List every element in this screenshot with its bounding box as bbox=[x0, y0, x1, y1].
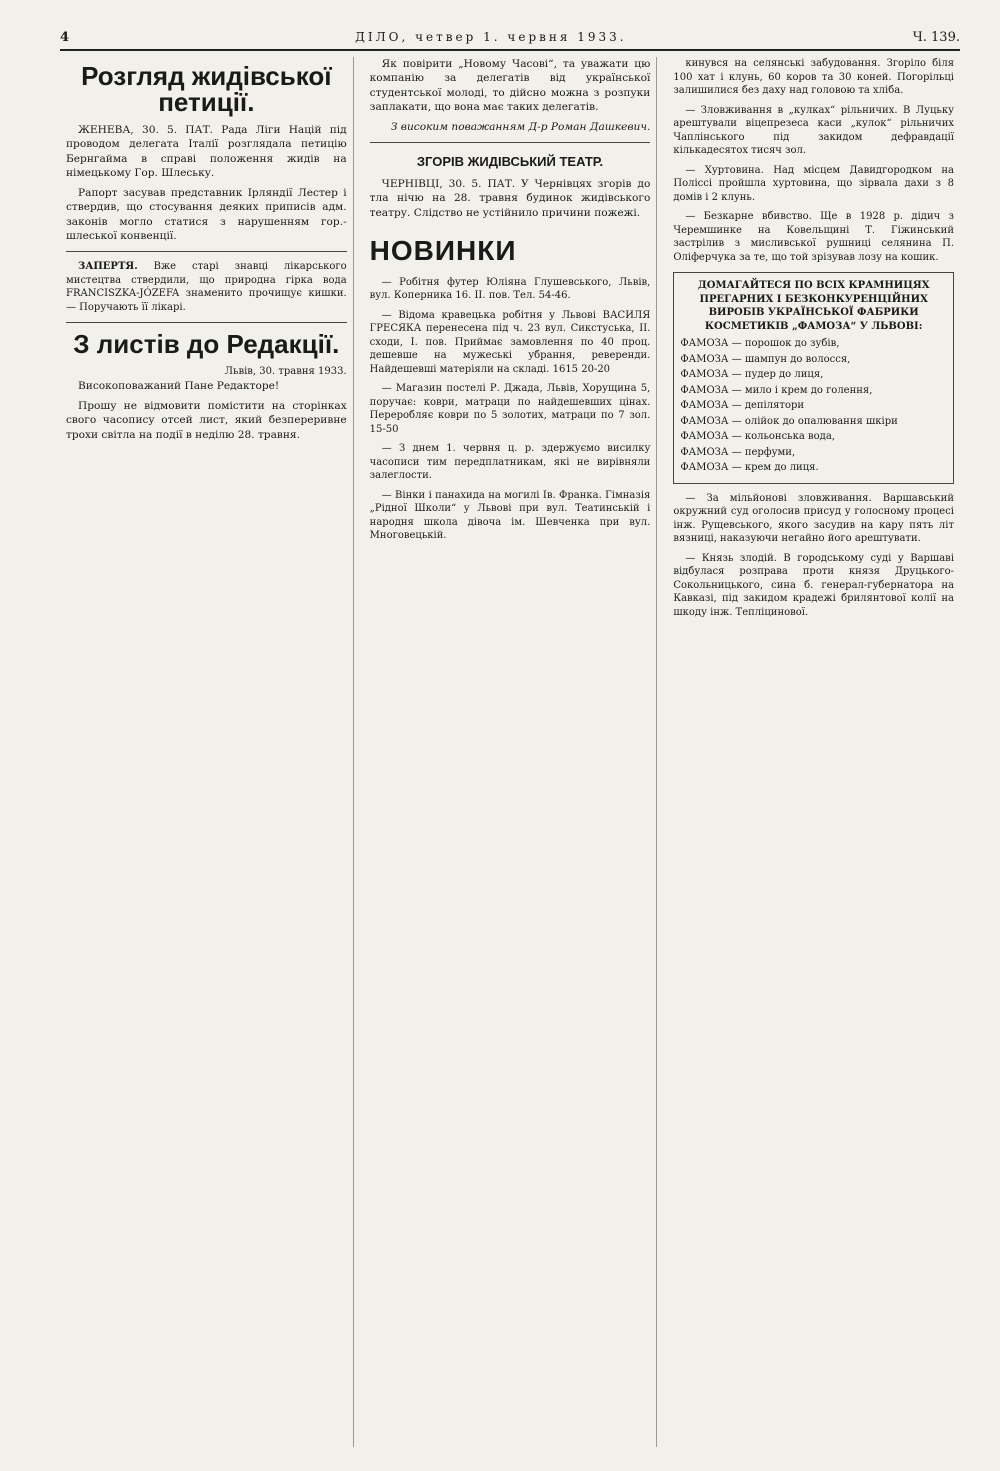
ad-line: ФАМОЗА — мило і крем до голення, bbox=[680, 384, 873, 396]
news-item: — За мільйонові зловживання. Варшавський окружний суд оголосив присуд у голосному процесі інж. Рущевського, якого засудив на кару пять літ вязниці, наказуючи негайно його арештувати. bbox=[673, 492, 955, 544]
ad-title: ДОМАГАЙТЕСЯ ПО ВСІХ КРАМНИЦЯХ ПРЕГАРНИХ І БЕЗКОНКУРЕНЦІЙНИХ ВИРОБІВ УКРАЇНСЬКОЇ ФАБРИКИ КОСМЕТИКІВ „ФАМОЗА“ У ЛЬВОВІ: bbox=[697, 280, 930, 332]
article-paragraph: Рапорт засував представник Ірляндії Лестер і ствердив, що стосування деяких приписів адм. законів могло статися з нарушенням гор.-шлеської конвенції. bbox=[66, 187, 347, 243]
news-item: — Безкарне вбивство. Ще в 1928 р. дідич з Черемшинке на Ковельщині Т. Гіжинський застрілив з мисливської рушниці селянина П. Оліферчука за те, що той зрізував лозу на кошик. bbox=[673, 211, 955, 263]
notice-text: Вже старі знавці лікарського мистецтва ствердили, що природна гірка вода FRANCISZKA-JÓZEFA знаменито прочищує кишки. — Поручають її лікарі. bbox=[66, 261, 347, 313]
page-header bbox=[60, 30, 960, 51]
masthead: ДІЛО, четвер 1. червня 1933. bbox=[355, 30, 627, 44]
columns bbox=[60, 57, 960, 1447]
notice-block bbox=[66, 260, 347, 314]
ad-line: ФАМОЗА — олійок до опалювання шкіри bbox=[680, 415, 898, 427]
article-title: З листів до Редакції. bbox=[73, 329, 340, 360]
column-3 bbox=[667, 57, 960, 1447]
ad-line: ФАМОЗА — кольонська вода, bbox=[680, 431, 835, 442]
news-item: — Робітня футер Юліяна Глушевського, Львів, вул. Коперника 16. II. пов. Тел. 54-46. bbox=[369, 276, 651, 302]
article-title: Розгляд жидівської петиції. bbox=[81, 61, 332, 117]
news-item: — Хуртовина. Над місцем Давидгородком на Поліссі пройшла хуртовина, що зірвала дахи з 8 домів і 2 клунь. bbox=[673, 164, 955, 203]
news-item: кинувся на селянські забудовання. Згоріло біля 100 хат і клунь, 60 коров та 30 коней. Погорільці залишилися без даху над головою та хліба. bbox=[673, 58, 955, 96]
news-item: — Зловживання в „кулках“ рільничих. В Луцьку арештували віцепрезеса каси „кулок“ рільничих Чаплінського під закидом дефравдації кількадесятох тисяч зол. bbox=[673, 104, 955, 156]
page-number: 4 bbox=[60, 30, 70, 45]
famosa-ad bbox=[673, 272, 954, 484]
divider bbox=[66, 251, 347, 252]
ad-line: ФАМОЗА — шампун до волосся, bbox=[680, 353, 851, 365]
signature: З високим поважанням Д-р Роман Дашкевич. bbox=[390, 121, 651, 134]
news-item: — Відома кравецька робітня у Львові ВАСИЛЯ ГРЕСЯКА перенесена під ч. 23 вул. Сикстуська, ІІ. сходи, І. пов. Приймає замовлення по 40 проц. дешевше на мужеські убрання, реверенди. Найдешевші матеріяли на складі. 1615 20-20 bbox=[369, 309, 651, 375]
greeting: Високоповажаний Пане Редакторе! bbox=[78, 379, 280, 392]
article-paragraph: Прошу не відмовити помістити на сторінках свого часопису отсей лист, який безпереривне трохи світла на події в неділю 28. травня. bbox=[66, 400, 347, 441]
ad-line: ФАМОЗА — перфуми, bbox=[680, 446, 796, 458]
news-item: — З днем 1. червня ц. р. здержуємо висилку часописи тим передплатникам, які не вирівняли залеглости. bbox=[369, 443, 651, 482]
ad-line: ФАМОЗА — порошок до зубів, bbox=[680, 338, 840, 349]
ad-line: ФАМОЗА — крем до лиця. bbox=[680, 462, 819, 473]
dateline: Львів, 30. травня 1933. bbox=[224, 366, 347, 378]
notice-title: ЗАПЕРТЯ. bbox=[78, 261, 138, 273]
article-paragraph: ЖЕНЕВА, 30. 5. ПАТ. Рада Ліги Націй під проводом делегата Італії розглядала петицію Бернгайма в справі положення жидів на німецькому Гор. Шлеську. bbox=[66, 124, 347, 179]
article-title: ЗГОРІВ ЖИДІВСЬКИЙ ТЕАТР. bbox=[416, 154, 604, 170]
divider bbox=[370, 142, 651, 143]
column-2 bbox=[364, 57, 658, 1447]
ad-line: ФАМОЗА — пудер до лиця, bbox=[680, 369, 824, 380]
article-paragraph: ЧЕРНІВЦІ, 30. 5. ПАТ. У Чернівцях згорів до тла нічю на 28. травня будинок жидівського театру. Слідство не устійнило причини пожежі. bbox=[369, 178, 651, 219]
article-paragraph: Як повірити „Новому Часові“, та уважати цю компанію за делегатів від української студентської молоді, то дійсно можна з розпуки заплакати, що вона має таких делегатів. bbox=[369, 58, 651, 113]
divider bbox=[66, 322, 347, 323]
ad-line: ФАМОЗА — депілятори bbox=[680, 400, 805, 411]
news-item: — Вінки і панахида на могилі Ів. Франка. Гімназія „Рідної Школи“ у Львові при вул. Театинській і народня школа дівоча ім. Шевченка при вул. Многовецькій. bbox=[369, 489, 651, 542]
issue-number: Ч. 139. bbox=[912, 30, 960, 45]
section-title: НОВИНКИ bbox=[369, 234, 517, 266]
ad-lines bbox=[680, 337, 947, 475]
column-1 bbox=[60, 57, 354, 1447]
news-item: — Магазин постелі Р. Джада, Львів, Хорущина 5, поручає: коври, матраци по найдешевших цінах. Переробляє коври по 5 золотих, матраци по 7 зол. 15-50 bbox=[369, 383, 651, 435]
news-item: — Князь злодій. В городському суді у Варшаві відбулася розправа проти князя Друцького-Сокольницького, сина б. генерал-губернатора на Кавказі, під закидом крадежі брилянтової колії на шкоду інж. Тепліцинової. bbox=[673, 552, 955, 618]
